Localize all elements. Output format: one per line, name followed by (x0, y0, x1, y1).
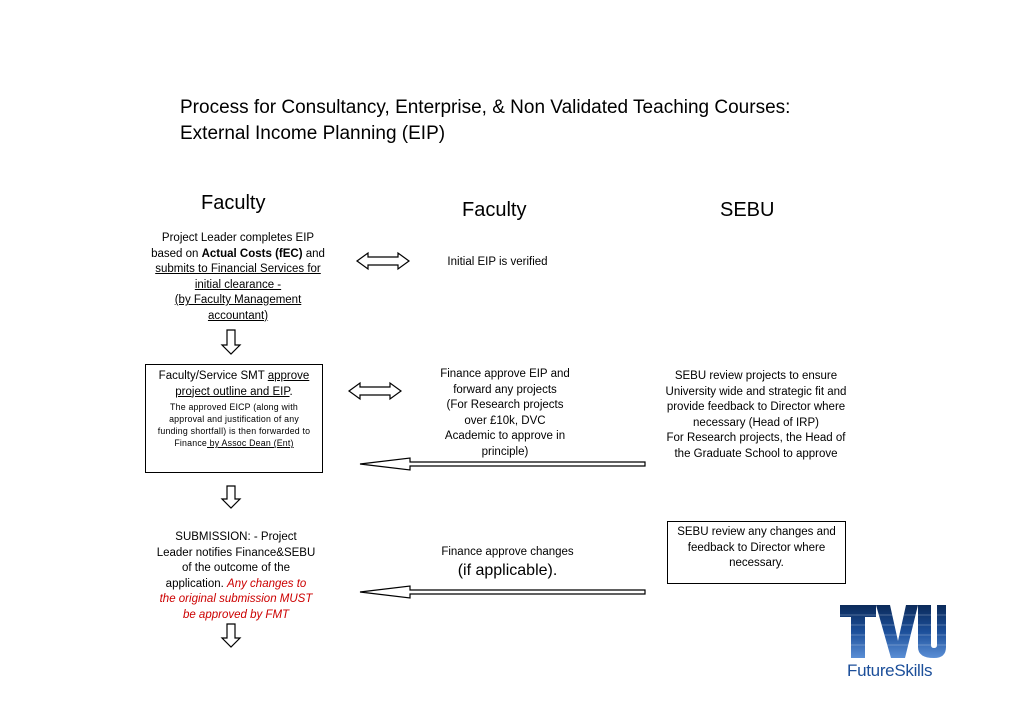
text-span: Finance (174, 438, 208, 448)
step2-detail-line: funding shortfall) is then forwarded to (157, 426, 311, 436)
double-arrow-icon (349, 383, 401, 399)
step2-sebu-line: necessary (Head of IRP) (693, 416, 819, 429)
step2-sebu-line: SEBU review projects to ensure (674, 370, 838, 382)
step2-sebu-line: the Graduate School to approve (674, 447, 838, 460)
step3-line: SUBMISSION: - Project (175, 531, 297, 543)
step2-finance-line: Finance approve EIP and (440, 368, 570, 380)
step3-sebu-line: SEBU review any changes and (677, 526, 836, 538)
step2-detail-line: approval and justification of any (169, 414, 299, 424)
step2-finance-line: principle) (481, 445, 529, 458)
step3-finance-line: (if applicable). (457, 561, 558, 579)
step3-line: of the outcome of the (181, 562, 291, 574)
text-span: . (289, 385, 293, 398)
left-arrow-icon (360, 458, 645, 470)
step1-line: submits to Financial Services for (155, 263, 321, 275)
step1-line: Project Leader completes EIP (161, 232, 315, 244)
emphasis-span: Any changes to (227, 577, 307, 590)
down-arrow-icon (222, 624, 240, 647)
underlined-span: project outline and EIP (175, 385, 290, 398)
step1-line: initial clearance - (194, 278, 282, 291)
step1-line: (by Faculty Management (174, 294, 302, 306)
column-header-sebu: SEBU (720, 199, 775, 221)
step2-sebu-line: provide feedback to Director where (666, 401, 846, 413)
step2-finance-line: (For Research projects (446, 399, 564, 411)
step2-finance-line: forward any projects (453, 383, 557, 396)
underlined-span: by Assoc Dean (Ent) (207, 438, 294, 448)
underlined-span: approve (267, 370, 310, 382)
step3-line: Leader notifies Finance&SEBU (156, 546, 316, 559)
double-arrow-icon (357, 253, 409, 269)
left-arrow-icon (360, 586, 645, 598)
step2-detail-line: The approved EICP (along with (170, 402, 298, 412)
down-arrow-icon (222, 486, 240, 508)
step1-finance-text: Initial EIP is verified (447, 256, 548, 268)
step3-sebu-line: necessary. (729, 557, 784, 569)
title-line-2: External Income Planning (EIP) (180, 123, 446, 144)
text-span: Faculty/Service SMT (158, 370, 268, 382)
step1-line: accountant) (207, 309, 269, 322)
text-span: based on (151, 247, 202, 260)
down-arrow-icon (222, 330, 240, 354)
title-line-1: Process for Consultancy, Enterprise, & Non Validated Teaching Courses: (180, 97, 791, 118)
step3-line: the original submission MUST (159, 593, 313, 605)
logo-text: FutureSkills (847, 661, 933, 680)
step3-sebu-line: feedback to Director where (687, 541, 826, 554)
step2-sebu-line: University wide and strategic fit and (665, 385, 847, 398)
column-header-faculty-left: Faculty (201, 192, 266, 214)
step2-finance-line: Academic to approve in (444, 430, 566, 442)
column-header-faculty-middle: Faculty (462, 199, 527, 221)
step2-finance-line: over £10k, DVC (464, 414, 546, 427)
text-span: application. (165, 577, 228, 590)
text-span: and (302, 247, 325, 260)
step2-sebu-line: For Research projects, the Head of (666, 432, 846, 444)
bold-span: Actual Costs (fEC) (201, 247, 303, 260)
tvu-futureskills-logo (838, 603, 948, 683)
step3-finance-line: Finance approve changes (441, 546, 574, 558)
step3-line: be approved by FMT (182, 608, 290, 621)
